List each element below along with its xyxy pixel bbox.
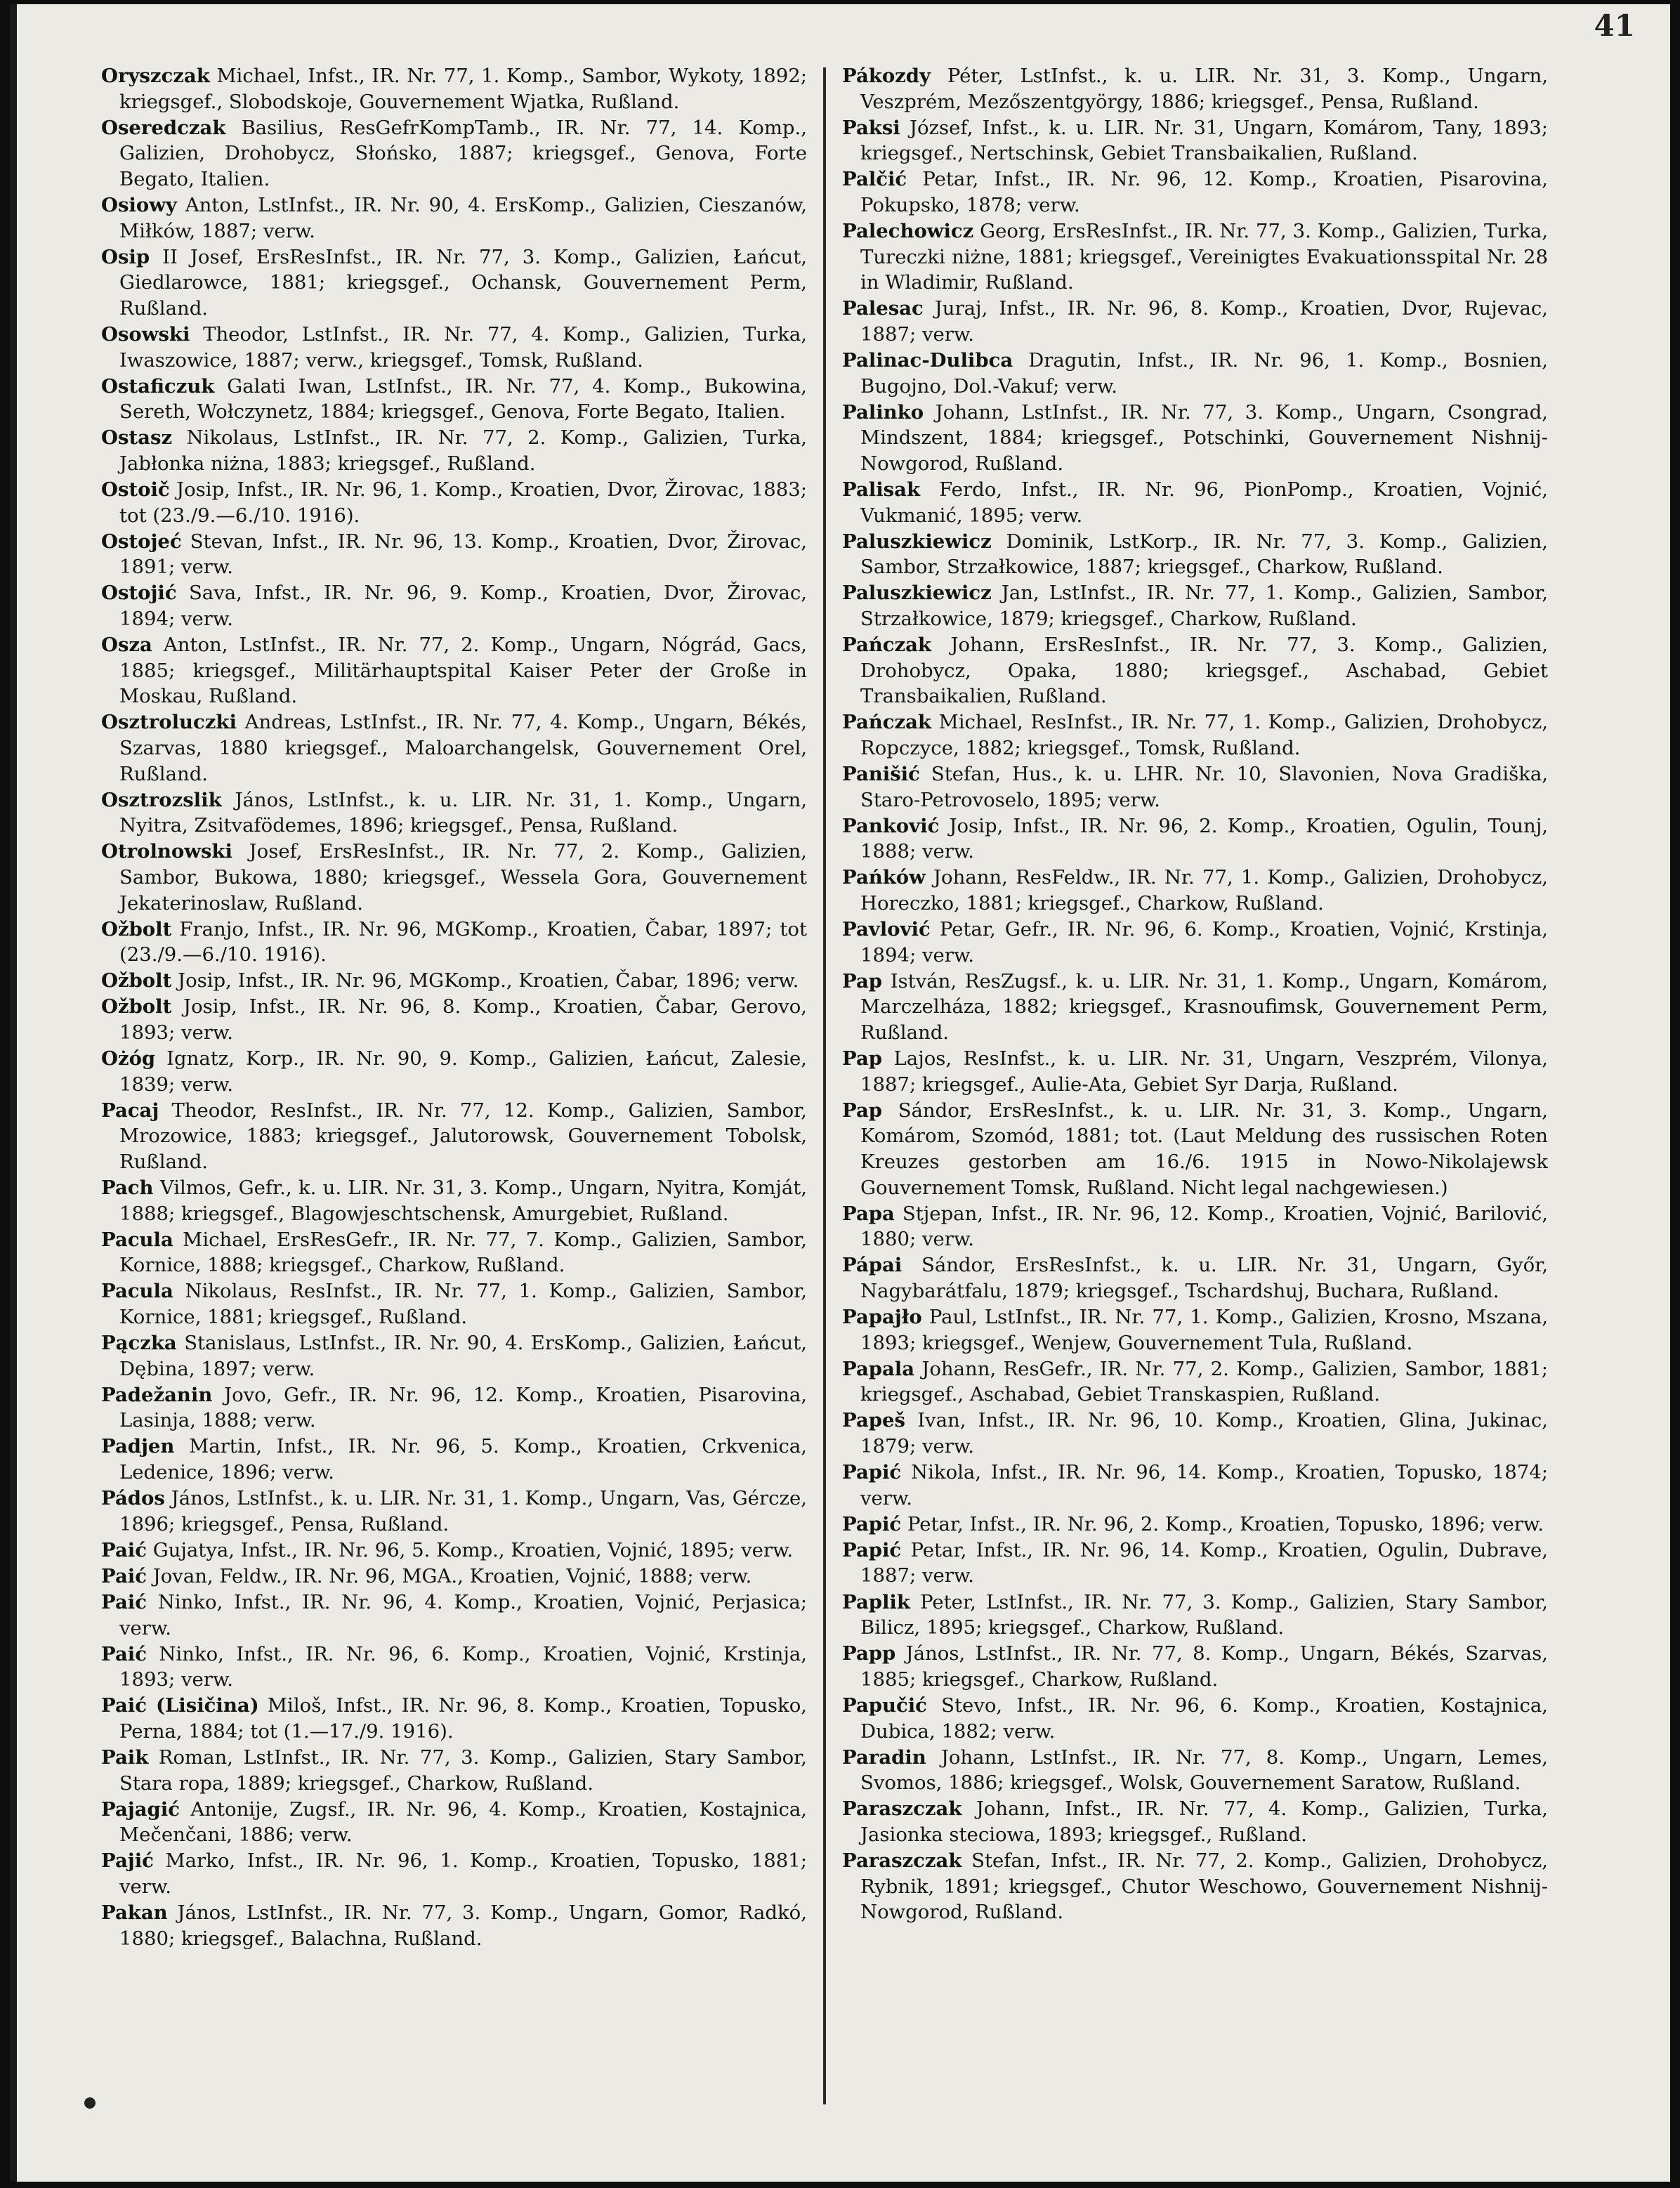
register-entry: [101, 192, 807, 244]
register-entry: [842, 115, 1548, 166]
entry-details: István, ResZugsf., k. u. LIR. Nr. 31, 1. Komp., Ungarn, Komárom, Marczelháza, 1882; kriegsgef., Krasnoufimsk, Gouvernement Perm, Rußland.: [860, 969, 1548, 1044]
entry-details: Andreas, LstInfst., IR. Nr. 77, 4. Komp., Ungarn, Békés, Szarvas, 1880 kriegsgef., Maloarchangelsk, Gouvernement Orel, Rußland.: [119, 711, 807, 785]
document-page: [10, 4, 1670, 2182]
entry-surname: Pakan: [101, 1901, 168, 1925]
entry-surname: Paradin: [842, 1745, 926, 1769]
entry-surname: Pajagić: [101, 1797, 180, 1821]
entry-surname: Palechowicz: [842, 220, 974, 243]
entry-details: Michael, Infst., IR. Nr. 77, 1. Komp., Sambor, Wykoty, 1892; kriegsgef., Slobodskoje, Gouvernement Wjatka, Rußland.: [119, 65, 807, 113]
entry-details: Petar, Infst., IR. Nr. 96, 12. Komp., Kroatien, Pisarovina, Pokupsko, 1878; verw.: [860, 168, 1548, 216]
entry-details: Basilius, ResGefrKompTamb., IR. Nr. 77, 14. Komp., Galizien, Drohobycz, Słońsko, 1887; kriegsgef., Genova, Forte Begato, Italien.: [119, 116, 807, 190]
entry-surname: Palinko: [842, 400, 924, 424]
entry-surname: Pajić: [101, 1849, 154, 1873]
entry-surname: Paksi: [842, 116, 900, 139]
entry-details: Petar, Gefr., IR. Nr. 96, 6. Komp., Kroatien, Vojnić, Krstinja, 1894; verw.: [860, 918, 1548, 967]
entry-details: Stanislaus, LstInfst., IR. Nr. 90, 4. ErsKomp., Galizien, Łańcut, Dębina, 1897; verw.: [119, 1332, 807, 1380]
entry-details: Galati Iwan, LstInfst., IR. Nr. 77, 4. Komp., Bukowina, Sereth, Wołczynetz, 1884; kriegsgef., Genova, Forte Begato, Italien.: [119, 374, 807, 424]
entry-surname: Pacula: [101, 1280, 173, 1303]
register-entry: [842, 1796, 1548, 1847]
entry-details: Johann, ResGefr., IR. Nr. 77, 2. Komp., Galizien, Sambor, 1881; kriegsgef., Aschabad, Gebiet Transkaspien, Rußland.: [860, 1357, 1548, 1406]
entry-details: Michael, ResInfst., IR. Nr. 77, 1. Komp., Galizien, Drohobycz, Ropczyce, 1882; kriegsgef., Tomsk, Rußland.: [860, 711, 1548, 759]
entry-details: Lajos, ResInfst., k. u. LIR. Nr. 31, Ungarn, Veszprém, Vilonya, 1887; kriegsgef., Aulie-Ata, Gebiet Syr Darja, Rußland.: [860, 1047, 1548, 1096]
entry-surname: Pach: [101, 1177, 154, 1200]
entry-surname: Osztrozslik: [101, 788, 222, 811]
register-entry: [101, 580, 807, 631]
entry-surname: Panković: [842, 814, 940, 837]
entry-surname: Papa: [842, 1202, 895, 1225]
entry-details: Ninko, Infst., IR. Nr. 96, 6. Komp., Kroatien, Vojnić, Krstinja, 1893; verw.: [119, 1642, 807, 1691]
entry-surname: Padjen: [101, 1435, 175, 1458]
register-entry: [101, 1278, 807, 1330]
register-entry: [842, 400, 1548, 477]
entry-details: Johann, Infst., IR. Nr. 77, 4. Komp., Galizien, Turka, Jasionka steciowa, 1893; kriegsgef., Rußland.: [860, 1797, 1548, 1846]
entry-details: János, LstInfst., k. u. LIR. Nr. 31, 1. Komp., Ungarn, Vas, Gércze, 1896; kriegsgef., Pensa, Rußland.: [119, 1487, 807, 1535]
entry-details: Ivan, Infst., IR. Nr. 96, 10. Komp., Kroatien, Glina, Jukinac, 1879; verw.: [860, 1409, 1548, 1457]
register-entry: [842, 813, 1548, 865]
entry-surname: Panišić: [842, 763, 920, 786]
entry-surname: Ostaficzuk: [101, 374, 215, 398]
entry-surname: Ostoič: [101, 478, 170, 501]
register-entry: [842, 1201, 1548, 1252]
entry-details: Sándor, ErsResInfst., k. u. LIR. Nr. 31, 3. Komp., Ungarn, Komárom, Szomód, 1881; tot. (Laut Meldung des russischen Roten Kreuzes gestorben am 16./6. 1915 in Nowo-Nikolajewsk Gouvernement Tomsk, Rußland. Nicht legal nachgewiesen.): [860, 1099, 1548, 1199]
register-entry: [842, 1098, 1548, 1200]
register-entry: [842, 1590, 1548, 1641]
entry-surname: Pap: [842, 1047, 882, 1070]
register-entry: [101, 1330, 807, 1382]
entry-details: Peter, LstInfst., IR. Nr. 77, 3. Komp., Galizien, Stary Sambor, Bilicz, 1895; kriegsgef., Charkow, Rußland.: [860, 1590, 1548, 1639]
entry-surname: Paić: [101, 1564, 147, 1587]
entry-surname: Paik: [101, 1746, 149, 1769]
register-entry: [101, 839, 807, 916]
entry-surname: Osip: [101, 245, 150, 268]
register-entry: [101, 1693, 807, 1744]
entry-surname: Osowski: [101, 322, 190, 346]
entry-details: Josef, ErsResInfst., IR. Nr. 77, 2. Komp., Galizien, Sambor, Bukowa, 1880; kriegsgef., Wessela Gora, Gouvernement Jekaterinoslaw, Rußland.: [119, 840, 807, 915]
entry-surname: Ožbolt: [101, 969, 172, 993]
entry-surname: Paplik: [842, 1590, 910, 1613]
entry-surname: Palinac-Dulibca: [842, 349, 1013, 372]
entry-details: Georg, ErsResInfst., IR. Nr. 77, 3. Komp., Galizien, Turka, Tureczki niżne, 1881; kriegsgef., Vereinigtes Evakuationsspital Nr. 28 in Wladimir, Rußland.: [860, 220, 1548, 294]
entry-details: Dominik, LstKorp., IR. Nr. 77, 3. Komp., Galizien, Sambor, Strzałkowice, 1887; kriegsgef., Charkow, Rußland.: [860, 530, 1548, 579]
register-entry: [101, 1486, 807, 1537]
register-entry: [842, 296, 1548, 347]
register-entry: [842, 1304, 1548, 1356]
entry-surname: Ožbolt: [101, 995, 172, 1018]
column-divider: [823, 67, 826, 2104]
register-entry: [101, 917, 807, 968]
register-entry: [101, 1797, 807, 1848]
entry-details: Jovan, Feldw., IR. Nr. 96, MGA., Kroatien, Vojnić, 1888; verw.: [152, 1564, 752, 1587]
entry-details: Nikolaus, ResInfst., IR. Nr. 77, 1. Komp., Galizien, Sambor, Kornice, 1881; kriegsgef., Rußland.: [119, 1280, 807, 1328]
register-entry: [101, 244, 807, 322]
entry-surname: Paić: [101, 1591, 147, 1614]
entry-surname: Pádos: [101, 1487, 165, 1510]
register-entry: [101, 1098, 807, 1175]
entry-details: Sándor, ErsResInfst., k. u. LIR. Nr. 31, Ungarn, Győr, Nagybarátfalu, 1879; kriegsgef., Tschardshuj, Buchara, Rußland.: [860, 1254, 1548, 1302]
entry-surname: Palčić: [842, 168, 907, 191]
register-entry: [101, 63, 807, 114]
entry-details: Antonije, Zugsf., IR. Nr. 96, 4. Komp., Kroatien, Kostajnica, Mečenčani, 1886; verw.: [119, 1797, 807, 1847]
entry-surname: Papučić: [842, 1694, 927, 1717]
entry-surname: Paić: [101, 1538, 147, 1561]
entry-surname: Pápai: [842, 1254, 903, 1277]
entry-details: Martin, Infst., IR. Nr. 96, 5. Komp., Kroatien, Crkvenica, Ledenice, 1896; verw.: [119, 1435, 807, 1484]
entry-surname: Otrolnowski: [101, 840, 232, 863]
entry-details: Johann, LstInfst., IR. Nr. 77, 3. Komp., Ungarn, Csongrad, Mindszent, 1884; kriegsgef., Potschinki, Gouvernement Nishnij-Nowgorod, Rußland.: [860, 400, 1548, 475]
entry-surname: Papić: [842, 1461, 902, 1484]
right-column: [842, 63, 1548, 1925]
entry-surname: Oseredczak: [101, 116, 226, 139]
entry-details: Sava, Infst., IR. Nr. 96, 9. Komp., Kroatien, Dvor, Žirovac, 1894; verw.: [119, 582, 807, 630]
register-entry: [101, 632, 807, 709]
entry-surname: Pańczak: [842, 711, 931, 734]
entry-details: Paul, LstInfst., IR. Nr. 77, 1. Komp., Galizien, Krosno, Mszana, 1893; kriegsgef., Wenjew, Gouvernement Tula, Rußland.: [860, 1306, 1548, 1354]
entry-surname: Palesac: [842, 297, 924, 320]
entry-details: Petar, Infst., IR. Nr. 96, 14. Komp., Kroatien, Ogulin, Dubrave, 1887; verw.: [860, 1538, 1548, 1587]
entry-surname: Ožbolt: [101, 917, 172, 941]
entry-surname: Osza: [101, 634, 152, 657]
entry-surname: Paluszkiewicz: [842, 530, 992, 553]
page-number: 41: [1594, 8, 1635, 43]
register-entry: [101, 1538, 807, 1564]
entry-details: Miloš, Infst., IR. Nr. 96, 8. Komp., Kroatien, Topusko, Perna, 1884; tot (1.—17./9. 1916).: [119, 1694, 807, 1743]
entry-details: Stevan, Infst., IR. Nr. 96, 13. Komp., Kroatien, Dvor, Žirovac, 1891; verw.: [119, 530, 807, 579]
register-entry: [101, 1745, 807, 1796]
register-entry: [101, 477, 807, 528]
entry-details: Theodor, ResInfst., IR. Nr. 77, 12. Komp., Galizien, Sambor, Mrozowice, 1883; kriegsgef., Jalutorowsk, Gouvernement Tobolsk, Rußland.: [119, 1099, 807, 1173]
register-entry: [842, 1641, 1548, 1692]
entry-surname: Osiowy: [101, 193, 177, 216]
register-entry: [101, 1175, 807, 1226]
entry-details: Johann, LstInfst., IR. Nr. 77, 8. Komp., Ungarn, Lemes, Svomos, 1886; kriegsgef., Wolsk, Gouvernement Saratow, Rußland.: [860, 1745, 1548, 1795]
entry-details: Anton, LstInfst., IR. Nr. 90, 4. ErsKomp., Galizien, Cieszanów, Miłków, 1887; verw.: [119, 193, 808, 242]
register-entry: [842, 1460, 1548, 1511]
register-entry: [842, 218, 1548, 296]
entry-surname: Pańczak: [842, 634, 931, 657]
register-entry: [842, 1252, 1548, 1304]
register-entry: [101, 425, 807, 476]
register-entry: [842, 917, 1548, 968]
register-entry: [101, 374, 807, 425]
entry-details: Marko, Infst., IR. Nr. 96, 1. Komp., Kroatien, Topusko, 1881; verw.: [119, 1849, 807, 1899]
entry-surname: Papeš: [842, 1409, 905, 1432]
register-entry: [842, 580, 1548, 631]
entry-surname: Pańków: [842, 866, 926, 889]
entry-surname: Ostojeć: [101, 530, 182, 553]
register-entry: [842, 1848, 1548, 1925]
register-entry: [101, 1046, 807, 1097]
register-entry: [842, 1693, 1548, 1744]
entry-surname: Ostojić: [101, 582, 177, 605]
left-column: [101, 63, 807, 1952]
entry-surname: Pączka: [101, 1332, 177, 1355]
entry-surname: Pap: [842, 1099, 882, 1122]
entry-surname: Pacaj: [101, 1099, 159, 1122]
entry-details: Juraj, Infst., IR. Nr. 96, 8. Komp., Kroatien, Dvor, Rujevac, 1887; verw.: [860, 297, 1548, 346]
entry-details: Jovo, Gefr., IR. Nr. 96, 12. Komp., Kroatien, Pisarovina, Lasinja, 1888; verw.: [119, 1383, 808, 1432]
entry-surname: Paić (Lisičina): [101, 1694, 259, 1717]
entry-surname: Pavlović: [842, 918, 931, 941]
register-entry: [842, 477, 1548, 528]
entry-surname: Papić: [842, 1538, 902, 1561]
register-entry: [101, 1590, 807, 1641]
register-entry: [842, 1408, 1548, 1459]
entry-details: Gujatya, Infst., IR. Nr. 96, 5. Komp., Kroatien, Vojnić, 1895; verw.: [152, 1538, 794, 1561]
register-entry: [842, 761, 1548, 813]
entry-details: Ninko, Infst., IR. Nr. 96, 4. Komp., Kroatien, Vojnić, Perjasica; verw.: [119, 1591, 808, 1639]
entry-details: Michael, ErsResGefr., IR. Nr. 77, 7. Komp., Galizien, Sambor, Kornice, 1888; kriegsgef., Charkow, Rußland.: [119, 1228, 807, 1277]
entry-surname: Paraszczak: [842, 1797, 962, 1821]
register-entry: [842, 1745, 1548, 1796]
register-entry: [101, 1642, 807, 1693]
entry-details: Roman, LstInfst., IR. Nr. 77, 3. Komp., Galizien, Stary Sambor, Stara ropa, 1889; kriegsgef., Charkow, Rußland.: [119, 1746, 807, 1795]
register-entry: [101, 968, 807, 994]
entry-surname: Papajło: [842, 1306, 922, 1328]
register-entry: [842, 1512, 1548, 1538]
entry-details: János, LstInfst., IR. Nr. 77, 8. Komp., Ungarn, Békés, Szarvas, 1885; kriegsgef., Charkow, Rußland.: [860, 1642, 1548, 1691]
register-entry: [101, 115, 807, 192]
entry-surname: Papić: [842, 1512, 902, 1535]
register-entry: [101, 787, 807, 839]
entry-details: Ferdo, Infst., IR. Nr. 96, PionPomp., Kroatien, Vojnić, Vukmanić, 1895; verw.: [860, 478, 1548, 527]
entry-details: Josip, Infst., IR. Nr. 96, MGKomp., Kroatien, Čabar, 1896; verw.: [178, 969, 799, 993]
register-entry: [101, 1227, 807, 1278]
entry-surname: Palisak: [842, 478, 921, 501]
entry-surname: Ostasz: [101, 426, 173, 450]
entry-details: Anton, LstInfst., IR. Nr. 77, 2. Komp., Ungarn, Nógrád, Gacs, 1885; kriegsgef., Militärhauptspital Kaiser Peter der Große in Moskau, Rußland.: [119, 634, 808, 708]
register-entry: [101, 1564, 807, 1590]
register-entry: [101, 994, 807, 1045]
entry-surname: Pacula: [101, 1228, 173, 1251]
register-entry: [101, 1848, 807, 1899]
scan-mark-icon: [84, 2097, 96, 2109]
register-entry: [842, 632, 1548, 709]
register-entry: [842, 348, 1548, 399]
register-entry: [842, 709, 1548, 761]
entry-details: Jan, LstInfst., IR. Nr. 77, 1. Komp., Galizien, Sambor, Strzałkowice, 1879; kriegsgef., Charkow, Rußland.: [860, 582, 1548, 630]
entry-details: Johann, ErsResInfst., IR. Nr. 77, 3. Komp., Galizien, Drohobycz, Opaka, 1880; kriegsgef., Aschabad, Gebiet Transbaikalien, Rußland.: [860, 634, 1548, 708]
entry-details: Franjo, Infst., IR. Nr. 96, MGKomp., Kroatien, Čabar, 1897; tot (23./9.—6./10. 1916).: [119, 917, 807, 967]
register-entry: [842, 969, 1548, 1046]
entry-details: János, LstInfst., IR. Nr. 77, 3. Komp., Ungarn, Gomor, Radkó, 1880; kriegsgef., Balachna, Rußland.: [119, 1901, 807, 1950]
register-entry: [101, 1434, 807, 1485]
entry-details: Dragutin, Infst., IR. Nr. 96, 1. Komp., Bosnien, Bugojno, Dol.-Vakuf; verw.: [860, 349, 1549, 398]
register-entry: [842, 1356, 1548, 1408]
register-entry: [842, 166, 1548, 218]
entry-details: Josip, Infst., IR. Nr. 96, 2. Komp., Kroatien, Ogulin, Tounj, 1888; verw.: [860, 814, 1548, 863]
entry-details: Ignatz, Korp., IR. Nr. 90, 9. Komp., Galizien, Łańcut, Zalesie, 1839; verw.: [119, 1047, 807, 1096]
register-entry: [842, 1046, 1548, 1097]
register-entry: [842, 63, 1548, 114]
register-entry: [101, 529, 807, 580]
entry-details: Nikolaus, LstInfst., IR. Nr. 77, 2. Komp., Galizien, Turka, Jabłonka niżna, 1883; kriegsgef., Rußland.: [119, 426, 807, 475]
entry-surname: Ożóg: [101, 1047, 156, 1070]
register-entry: [842, 1538, 1548, 1589]
entry-details: II Josef, ErsResInfst., IR. Nr. 77, 3. Komp., Galizien, Łańcut, Giedlarowce, 1881; kriegsgef., Ochansk, Gouvernement Perm, Rußland.: [119, 245, 807, 320]
entry-details: Vilmos, Gefr., k. u. LIR. Nr. 31, 3. Komp., Ungarn, Nyitra, Komját, 1888; kriegsgef., Blagowjeschtschensk, Amurgebiet, Rußland.: [119, 1177, 808, 1225]
register-entry: [842, 529, 1548, 580]
entry-details: Petar, Infst., IR. Nr. 96, 2. Komp., Kroatien, Topusko, 1896; verw.: [907, 1512, 1544, 1535]
entry-details: Stevo, Infst., IR. Nr. 96, 6. Komp., Kroatien, Kostajnica, Dubica, 1882; verw.: [860, 1694, 1548, 1743]
entry-details: József, Infst., k. u. LIR. Nr. 31, Ungarn, Komárom, Tany, 1893; kriegsgef., Nertschinsk, Gebiet Transbaikalien, Rußland.: [860, 116, 1548, 165]
register-entry: [101, 1900, 807, 1951]
entry-surname: Paluszkiewicz: [842, 582, 992, 605]
entry-details: Stefan, Hus., k. u. LHR. Nr. 10, Slavonien, Nova Gradiška, Staro-Petrovoselo, 1895; verw.: [860, 763, 1549, 811]
entry-details: Theodor, LstInfst., IR. Nr. 77, 4. Komp., Galizien, Turka, Iwaszowice, 1887; verw., kriegsgef., Tomsk, Rußland.: [119, 322, 807, 372]
register-entry: [101, 322, 807, 373]
entry-details: Stjepan, Infst., IR. Nr. 96, 12. Komp., Kroatien, Vojnić, Barilović, 1880; verw.: [860, 1202, 1548, 1251]
entry-surname: Paić: [101, 1642, 147, 1665]
entry-details: Josip, Infst., IR. Nr. 96, 1. Komp., Kroatien, Dvor, Žirovac, 1883; tot (23./9.—6./10. 1916).: [119, 478, 807, 527]
entry-details: Josip, Infst., IR. Nr. 96, 8. Komp., Kroatien, Čabar, Gerovo, 1893; verw.: [119, 995, 807, 1044]
entry-details: János, LstInfst., k. u. LIR. Nr. 31, 1. Komp., Ungarn, Nyitra, Zsitvafödemes, 1896; kriegsgef., Pensa, Rußland.: [119, 788, 807, 837]
entry-details: Péter, LstInfst., k. u. LIR. Nr. 31, 3. Komp., Ungarn, Veszprém, Mezőszentgyörgy, 1886; kriegsgef., Pensa, Rußland.: [860, 65, 1548, 113]
entry-surname: Oryszczak: [101, 65, 210, 87]
register-entry: [842, 865, 1548, 916]
entry-surname: Padežanin: [101, 1383, 213, 1406]
entry-details: Johann, ResFeldw., IR. Nr. 77, 1. Komp., Galizien, Drohobycz, Horeczko, 1881; kriegsgef., Charkow, Rußland.: [860, 866, 1549, 915]
entry-details: Stefan, Infst., IR. Nr. 77, 2. Komp., Galizien, Drohobycz, Rybnik, 1891; kriegsgef., Chutor Weschowo, Gouvernement Nishnij-Nowgorod, Rußland.: [860, 1849, 1548, 1924]
entry-surname: Papala: [842, 1357, 915, 1380]
entry-details: Nikola, Infst., IR. Nr. 96, 14. Komp., Kroatien, Topusko, 1874; verw.: [860, 1461, 1548, 1509]
entry-surname: Osztroluczki: [101, 711, 237, 734]
register-entry: [101, 709, 807, 787]
entry-surname: Paraszczak: [842, 1849, 962, 1872]
entry-surname: Papp: [842, 1642, 896, 1665]
entry-surname: Pap: [842, 969, 882, 993]
register-entry: [101, 1382, 807, 1434]
entry-surname: Pákozdy: [842, 65, 931, 87]
